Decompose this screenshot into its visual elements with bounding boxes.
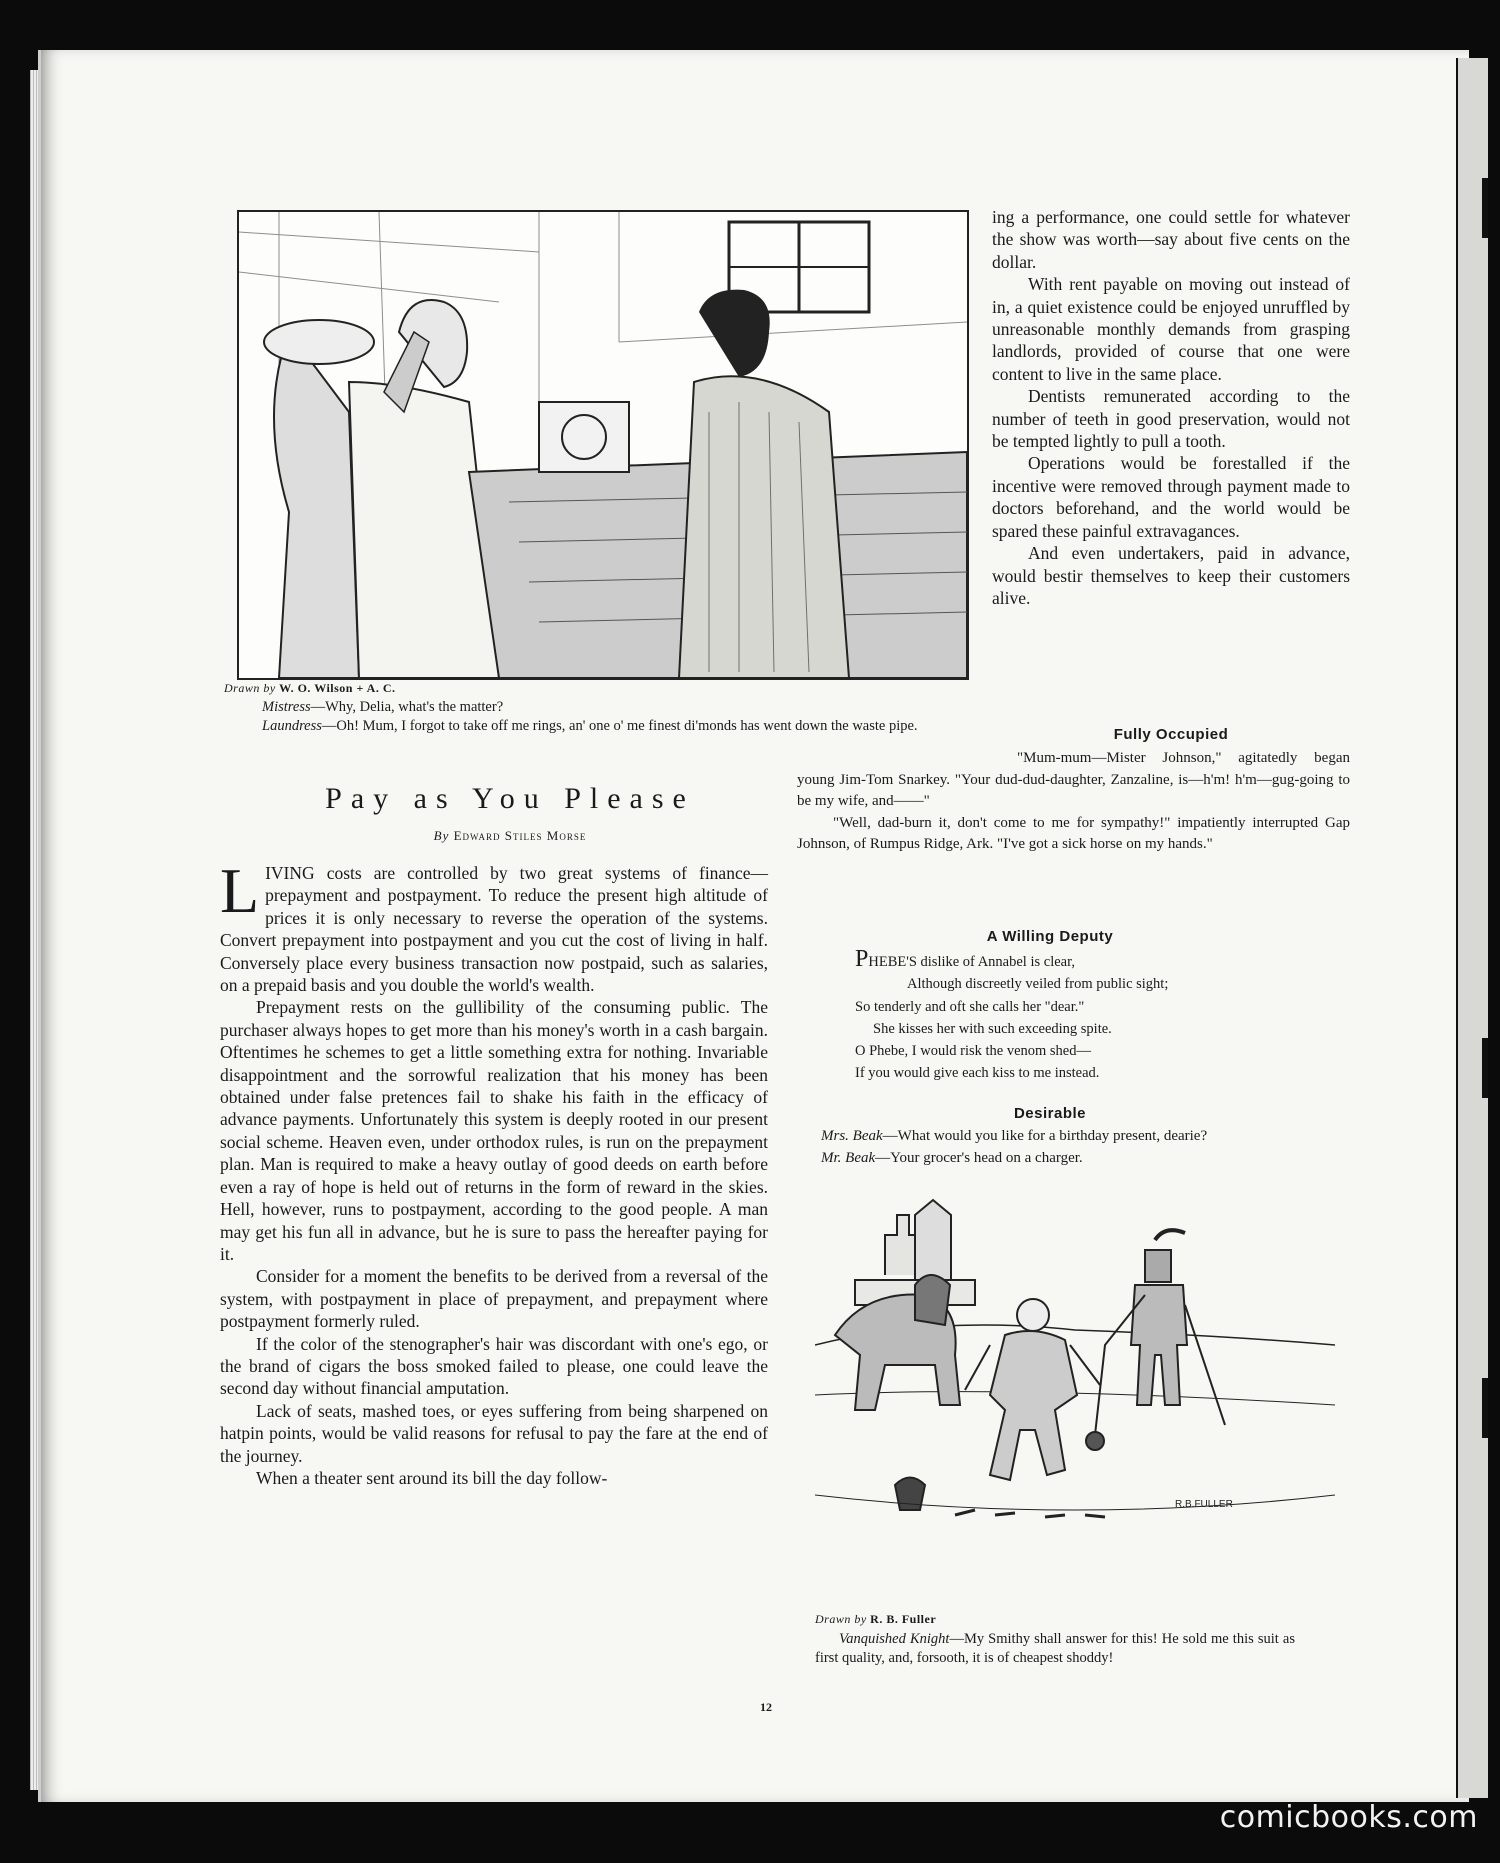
article-left-column	[220, 855, 768, 1489]
next-page-edge	[1456, 58, 1488, 1798]
poem-line: She kisses her with such exceeding spite.	[873, 1020, 1112, 1037]
poem-line: Although discreetly veiled from public sight;	[907, 976, 1169, 993]
desirable-text	[797, 1126, 1350, 1169]
willing-deputy-poem	[855, 948, 1315, 1085]
article-paragraph: When a theater sent around its bill the day follow-	[256, 1467, 608, 1488]
fully-occupied-line: "Mum-mum—Mister Johnson," agitatedly began young Jim-Tom Snarkey. "Your dud-dud-daughter, Zanzaline, is—h'm! h'm—gug-going to be my wife, and——"	[797, 750, 1350, 809]
credit-name: R. B. Fuller	[870, 1612, 937, 1626]
article-lead-paragraph	[220, 855, 768, 996]
knight-illustration	[815, 1195, 1335, 1605]
caption-text: —My Smithy shall answer for this! He sold me this suit as first quality, and, forsooth, it is of cheapest shoddy!	[815, 1631, 1295, 1666]
article-paragraph: And even undertakers, paid in advance, would bestir themselves to keep their customers alive.	[992, 543, 1350, 608]
caption-speaker: Mistress	[262, 699, 311, 715]
caption-text: —Oh! Mum, I forgot to take off me rings, an' one o' me finest di'monds has went down the waste pipe.	[321, 718, 918, 734]
article-paragraph: If the color of the stenographer's hair was discordant with one's ego, or the brand of cigars the boss smoked failed to please, one could leave the second day without financial amputation.	[220, 1333, 768, 1399]
site-watermark: comicbooks.com	[1219, 1800, 1478, 1835]
article-paragraph: Consider for a moment the benefits to be derived from a reversal of the system, with postpayment in place of prepayment, and prepayment where postpayment formerly ruled.	[220, 1266, 768, 1332]
credit-prefix: Drawn by	[815, 1612, 867, 1626]
article-continuation: ing a performance, one could settle for whatever the show was worth—say about five cents on the dollar.	[992, 207, 1350, 272]
article-right-column	[992, 206, 1350, 609]
credit-prefix: Drawn by	[224, 681, 276, 695]
article-paragraph: Lack of seats, mashed toes, or eyes suffering from being sharpened on hatpin points, would be valid reasons for refusal to pay the fare at the end of the journey.	[220, 1400, 768, 1466]
caption-line	[224, 717, 940, 736]
bottom-illustration-caption	[815, 1630, 1295, 1668]
caption-line	[815, 1630, 1295, 1668]
caption-speaker: Vanquished Knight	[839, 1631, 950, 1647]
fully-occupied-heading: Fully Occupied	[1113, 726, 1229, 743]
artist-signature: R.B.FULLER	[1175, 1499, 1233, 1510]
article-paragraph: Operations would be forestalled if the incentive were removed through payment made to doctors beforehand, and the world would be spared these painful extravagances.	[992, 453, 1350, 541]
top-illustration-credit	[224, 681, 396, 696]
bottom-illustration-credit	[815, 1612, 936, 1627]
desirable-line: Mr. Beak—Your grocer's head on a charger.	[821, 1149, 1083, 1166]
byline-author: Edward Stiles Morse	[453, 828, 587, 843]
lead-text: IVING costs are controlled by two great systems of finance—prepayment and postpayment. To reduce the present high altitude of prices it is only necessary to reverse the operation of the systems. Convert prepayment into postpayment and you cut the cost of living in half. Conversely place every business transaction now postpaid, such as salaries, on a prepaid basis and you double the world's wealth.	[220, 863, 768, 996]
poem-line: So tenderly and oft she calls her "dear."	[855, 998, 1085, 1015]
desirable-speaker: Mr. Beak	[821, 1149, 876, 1166]
fully-occupied-line: "Well, dad-burn it, don't come to me for sympathy!" impatiently interrupted Gap Johnson, of Rumpus Ridge, Ark. "I've got a sick horse on my hands."	[797, 814, 1350, 852]
laundry-illustration	[237, 210, 969, 680]
credit-name: W. O. Wilson + A. C.	[279, 681, 396, 695]
desirable-speaker: Mrs. Beak	[821, 1128, 883, 1144]
desirable-line: Mrs. Beak—What would you like for a birthday present, dearie?	[821, 1128, 1208, 1144]
drop-cap: L	[220, 855, 260, 926]
willing-deputy-heading: A Willing Deputy	[986, 928, 1114, 945]
article-paragraph: With rent payable on moving out instead of in, a quiet existence could be enjoyed unruffled by unreasonable monthly demands from grasping landlords, provided of course that one were content to live in the same place.	[992, 274, 1350, 384]
caption-line	[224, 698, 940, 717]
article-paragraph: Dentists remunerated according to the number of teeth in good preservation, would not be tempted lightly to pull a tooth.	[992, 386, 1350, 452]
article-byline	[220, 828, 800, 844]
poem-cap: P	[855, 946, 869, 972]
poem-line: PHEBE'S dislike of Annabel is clear,	[855, 946, 1075, 972]
article-paragraph: Prepayment rests on the gullibility of the consuming public. The purchaser always hopes to get more than his money's worth in a cash bargain. Oftentimes he schemes to get a little something extra for nothing. Invariable disappointment and the sorrowful realization that his money has been obtained under false pretences fail to shake his faith in the efficacy of advance payments. Unfortunately this system is deeply rooted in our present social scheme. Heaven even, under orthodox rules, is run on the prepayment plan. Man is required to make a heavy outlay of good deeds on earth before even a ray of hope is held out of returns in the form of reward in the skies. Hell, however, runs to postpayment, according to the good people. A man may get his fun all in advance, but he is sure to pass the hereafter paying for it.	[220, 997, 768, 1264]
fully-occupied-text	[797, 748, 1350, 856]
desirable-heading: Desirable	[1013, 1105, 1087, 1122]
page-number: 12	[760, 1700, 772, 1714]
poem-line: If you would give each kiss to me instead.	[855, 1065, 1100, 1082]
top-illustration-caption	[224, 698, 940, 736]
caption-speaker: Laundress	[262, 718, 322, 734]
caption-text: —Why, Delia, what's the matter?	[310, 699, 504, 715]
poem-line: O Phebe, I would risk the venom shed—	[855, 1043, 1091, 1060]
byline-prefix: By	[433, 828, 450, 843]
article-title: Pay as You Please	[325, 782, 695, 815]
